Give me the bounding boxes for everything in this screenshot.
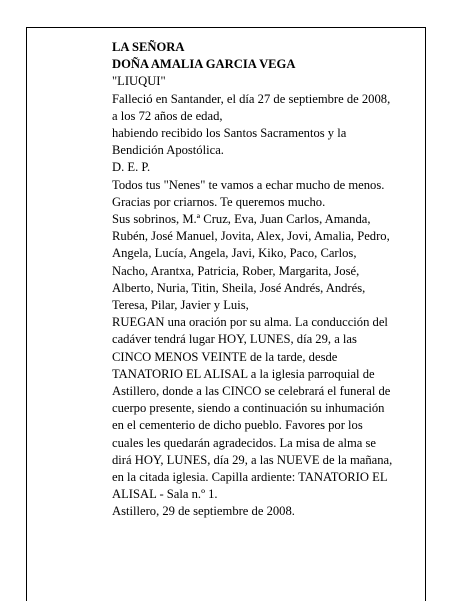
notice-line: ALISAL - Sala n.º 1. — [112, 487, 218, 502]
notice-line: Gracias por criarnos. Te queremos mucho. — [112, 194, 326, 209]
obituary-notice-text — [112, 39, 432, 521]
notice-line: Sus sobrinos, M.ª Cruz, Eva, Juan Carlos, Amanda, — [112, 212, 371, 227]
notice-line: habiendo recibido los Santos Sacramentos y la — [112, 126, 347, 141]
notice-line: en el cementerio de dicho pueblo. Favores por los — [112, 418, 363, 433]
notice-line: D. E. P. — [112, 160, 151, 175]
notice-line: Bendición Apostólica. — [112, 143, 224, 158]
notice-line: Todos tus "Nenes" te vamos a echar mucho de menos. — [112, 177, 385, 192]
notice-line: a los 72 años de edad, — [112, 108, 223, 123]
notice-line: cuales les quedarán agradecidos. La misa de alma se — [112, 435, 377, 450]
notice-line: DOÑA AMALIA GARCIA VEGA — [112, 57, 296, 72]
notice-line: TANATORIO EL ALISAL a la iglesia parroquial de — [112, 366, 375, 381]
notice-line: LA SEÑORA — [112, 40, 185, 54]
notice-line: Angela, Lucía, Angela, Javi, Kiko, Paco, Carlos, — [112, 246, 357, 261]
notice-line: Rubén, José Manuel, Jovita, Alex, Jovi, Amalia, Pedro, — [112, 229, 390, 244]
notice-line: cadáver tendrá lugar HOY, LUNES, día 29, a las — [112, 332, 357, 347]
notice-line: Nacho, Arantxa, Patricia, Rober, Margarita, José, — [112, 263, 360, 278]
notice-line: Falleció en Santander, el día 27 de septiembre de 2008, — [112, 91, 391, 106]
notice-line: Alberto, Nuria, Titin, Sheila, José Andrés, Andrés, — [112, 280, 366, 295]
notice-line: RUEGAN una oración por su alma. La conducción del — [112, 315, 388, 330]
notice-line: Teresa, Pilar, Javier y Luis, — [112, 298, 249, 313]
notice-line: Astillero, 29 de septiembre de 2008. — [112, 504, 295, 519]
notice-line: dirá HOY, LUNES, día 29, a las NUEVE de la mañana, — [112, 452, 393, 467]
notice-line: en la citada iglesia. Capilla ardiente: TANATORIO EL — [112, 470, 388, 485]
notice-line: "LIUQUI" — [112, 74, 166, 89]
notice-line: CINCO MENOS VEINTE de la tarde, desde — [112, 349, 338, 364]
notice-line: Astillero, donde a las CINCO se celebrará el funeral de — [112, 384, 391, 399]
notice-line: cuerpo presente, siendo a continuación su inhumación — [112, 401, 385, 416]
